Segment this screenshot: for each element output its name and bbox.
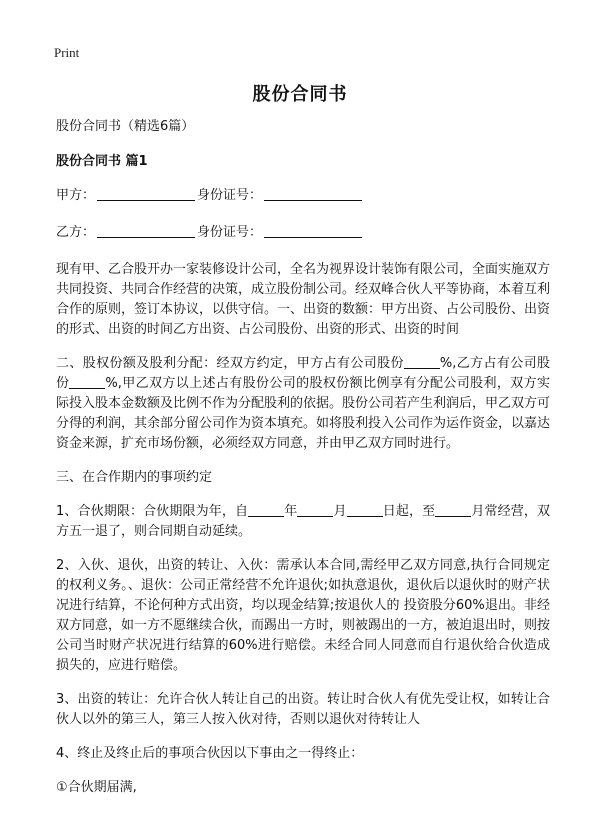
document-body	[56, 117, 550, 812]
term-text-a: 1、合伙期限：合伙期限为年，自	[56, 504, 249, 519]
party-a-name-blank	[97, 186, 195, 201]
start-year-blank	[248, 503, 284, 517]
term-month-text: 月	[333, 504, 347, 519]
intro-paragraph: 现有甲、乙合股开办一家装修设计公司，全名为视界设计装饰有限公司，全面实施双方共同投资、共同合作经营的决策，成立股份制公司。经双峰合伙人平等协商，本着互利合作的原则，签订本协议，以供守信。一、出资的数额：甲方出资、占公司股份、出资的形式、出资的时间乙方出资、占公司股份、出资的形式、出资的时间	[56, 262, 551, 337]
party-b-name-blank	[97, 223, 195, 238]
term-text-b: 月常经营，双方五一退了，则合同期自动延续。	[56, 504, 550, 539]
start-day-blank	[347, 503, 383, 517]
party-a-line	[56, 186, 550, 206]
article-heading: 股份合同书 篇1	[56, 154, 148, 169]
equity-text-a: 二、股权份额及股利分配：经双方约定，甲方占有公司股份	[56, 356, 404, 371]
party-b-label: 乙方：	[56, 225, 96, 240]
party-b-line	[56, 223, 550, 243]
start-month-blank	[297, 503, 333, 517]
termination-paragraph: 4、终止及终止后的事项合伙因以下事由之一得终止：	[56, 746, 364, 761]
section-3-heading: 三、在合作期内的事项约定	[56, 470, 213, 485]
party-a-label: 甲方：	[56, 188, 96, 203]
party-b-id-label: 身份证号：	[197, 225, 263, 240]
party-a-share-blank	[404, 355, 440, 369]
party-a-id-label: 身份证号：	[197, 188, 263, 203]
term-paragraph	[56, 502, 550, 542]
document-title: 股份合同书	[252, 84, 348, 105]
end-month-blank	[435, 503, 471, 517]
equity-paragraph	[56, 354, 550, 454]
transfer-paragraph: 3、出资的转让：允许合伙人转让自己的出资。转让时合伙人有优先受让权，如转让合伙人以外的第三人，第三人按入伙对待，否则以退伙对待转让人	[56, 692, 550, 727]
term-year-text: 年	[284, 504, 298, 519]
term-expire-item: ①合伙期届满,	[56, 780, 137, 795]
equity-text-c: %,甲乙双方以上述占有股份公司的股权份额比例享有分配公司股利，双方实际投入股本金数额及比例不作为分配股利的依据。股份公司若产生利润后，甲乙双方可分得的利润，其余部分留公司作为资本填充。如将股利投入公司作为运作资金，以嘉达资金来源，扩充市场份额，必须经双方同意，并由甲乙双方同时进行。	[56, 376, 551, 451]
document-subtitle: 股份合同书（精选6篇）	[56, 119, 195, 134]
term-day-text: 日起，至	[382, 504, 436, 519]
party-a-id-blank	[264, 186, 362, 201]
party-b-id-blank	[264, 223, 362, 238]
withdraw-paragraph: 2、入伙、退伙，出资的转让、入伙：需承认本合同,需经甲乙双方同意,执行合同规定的权利义务。、退伙：公司正常经营不允许退伙;如执意退伙，退伙后以退伙时的财产状况进行结算，不论何种方式出资，均以现金结算;按退伙人的 投资股分60%退出。非经双方同意，如一方不愿继续合伙，而踢出一方时，则被踢出的一方，被迫退出时，则按公司当时财产状况进行结算的60%进行赔偿。未经合同人同意而自行退伙给合伙造成损失的，应进行赔偿。	[56, 558, 551, 673]
equity-text-b: %,乙方占有公司股份	[56, 356, 550, 391]
party-b-share-blank	[69, 375, 105, 389]
print-link[interactable]: Print	[54, 45, 80, 60]
